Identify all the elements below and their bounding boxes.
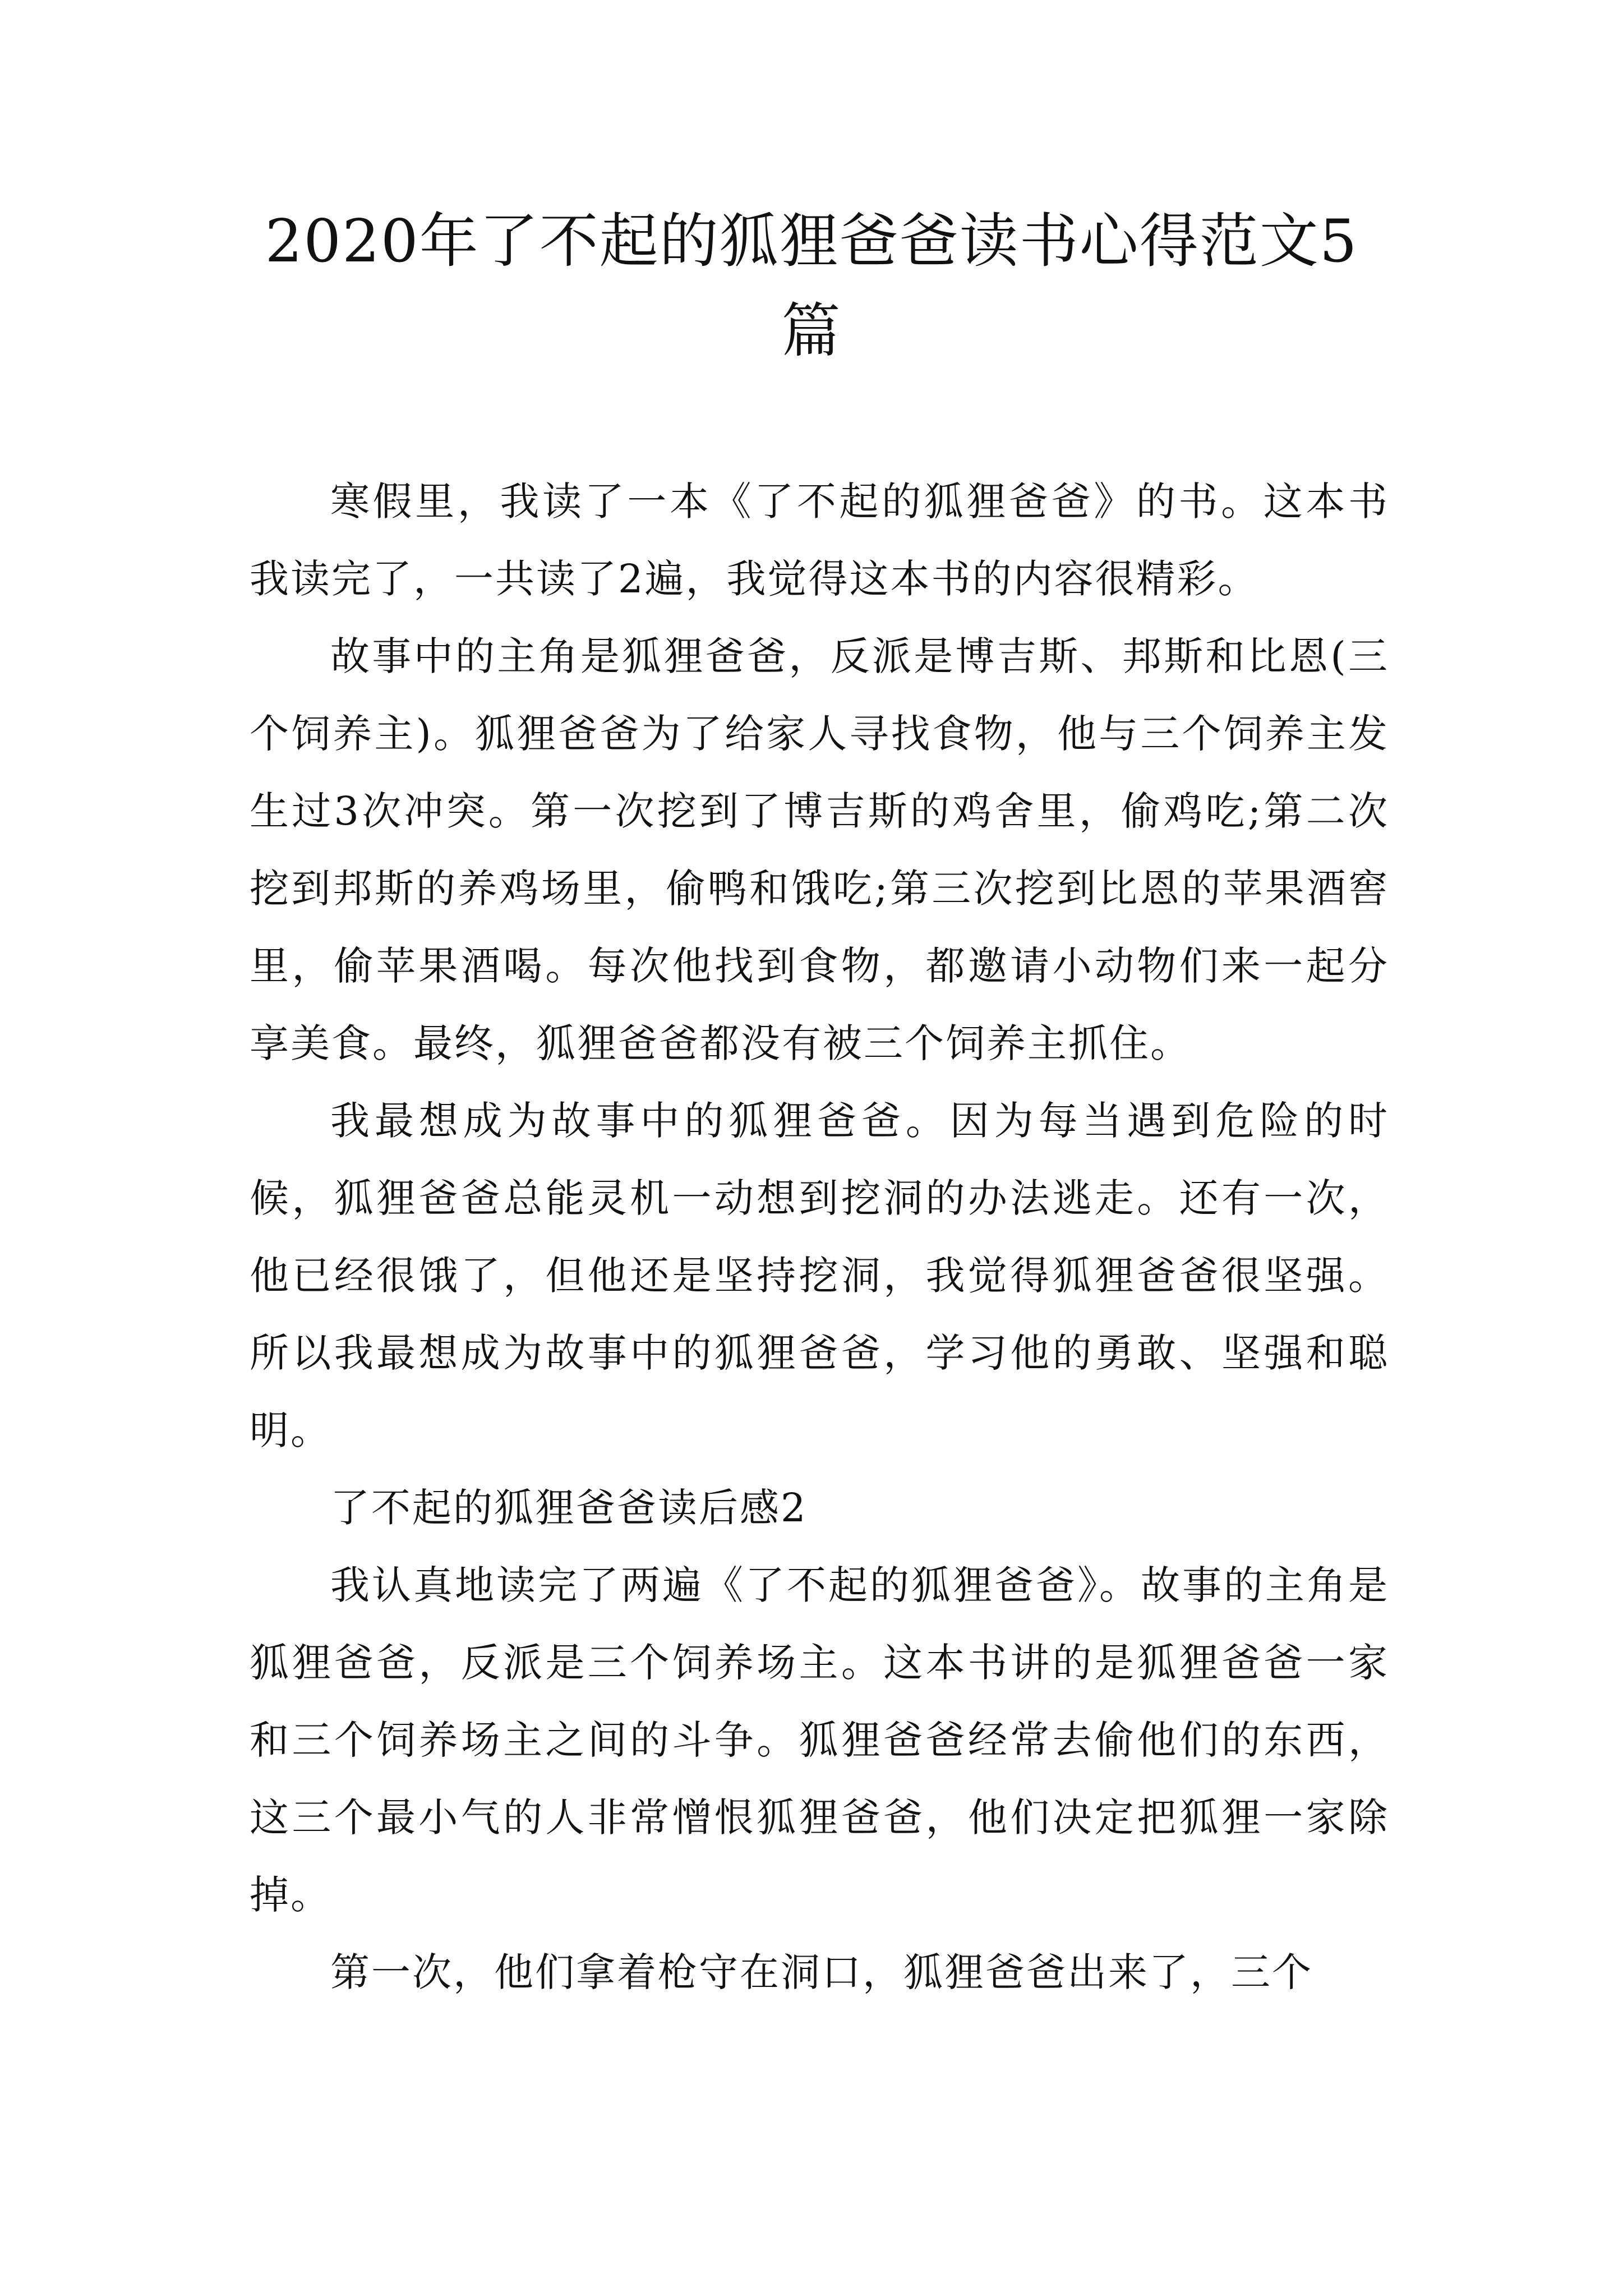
paragraph-4: 我认真地读完了两遍《了不起的狐狸爸爸》。故事的主角是狐狸爸爸，反派是三个饲养场主。这本书讲的是狐狸爸爸一家和三个饲养场主之间的斗争。狐狸爸爸经常去偷他们的东西，这三个最小气的人非常憎恨狐狸爸爸，他们决定把狐狸一家除掉。 bbox=[250, 1562, 1389, 1918]
paragraph-5: 第一次，他们拿着枪守在洞口，狐狸爸爸出来了，三个 bbox=[330, 1949, 1313, 1995]
document-body bbox=[250, 463, 1389, 2011]
section-heading: 了不起的狐狸爸爸读后感2 bbox=[330, 1485, 808, 1531]
paragraph-1: 寒假里，我读了一本《了不起的狐狸爸爸》的书。这本书我读完了，一共读了2遍，我觉得这本书的内容很精彩。 bbox=[250, 478, 1389, 602]
paragraph-3: 我最想成为故事中的狐狸爸爸。因为每当遇到危险的时候，狐狸爸爸总能灵机一动想到挖洞的办法逃走。还有一次，他已经很饿了，但他还是坚持挖洞，我觉得狐狸爸爸很坚强。所以我最想成为故事中的狐狸爸爸，学习他的勇敢、坚强和聪明。 bbox=[250, 1098, 1389, 1453]
paragraph-2: 故事中的主角是狐狸爸爸，反派是博吉斯、邦斯和比恩(三个饲养主)。狐狸爸爸为了给家人寻找食物，他与三个饲养主发生过3次冲突。第一次挖到了博吉斯的鸡舍里，偷鸡吃;第二次挖到邦斯的养鸡场里，偷鸭和饿吃;第三次挖到比恩的苹果酒窖里，偷苹果酒喝。每次他找到食物，都邀请小动物们来一起分享美食。最终，狐狸爸爸都没有被三个饲养主抓住。 bbox=[250, 633, 1389, 1066]
document-title: 2020年了不起的狐狸爸爸读书心得范文5篇 bbox=[265, 207, 1358, 365]
